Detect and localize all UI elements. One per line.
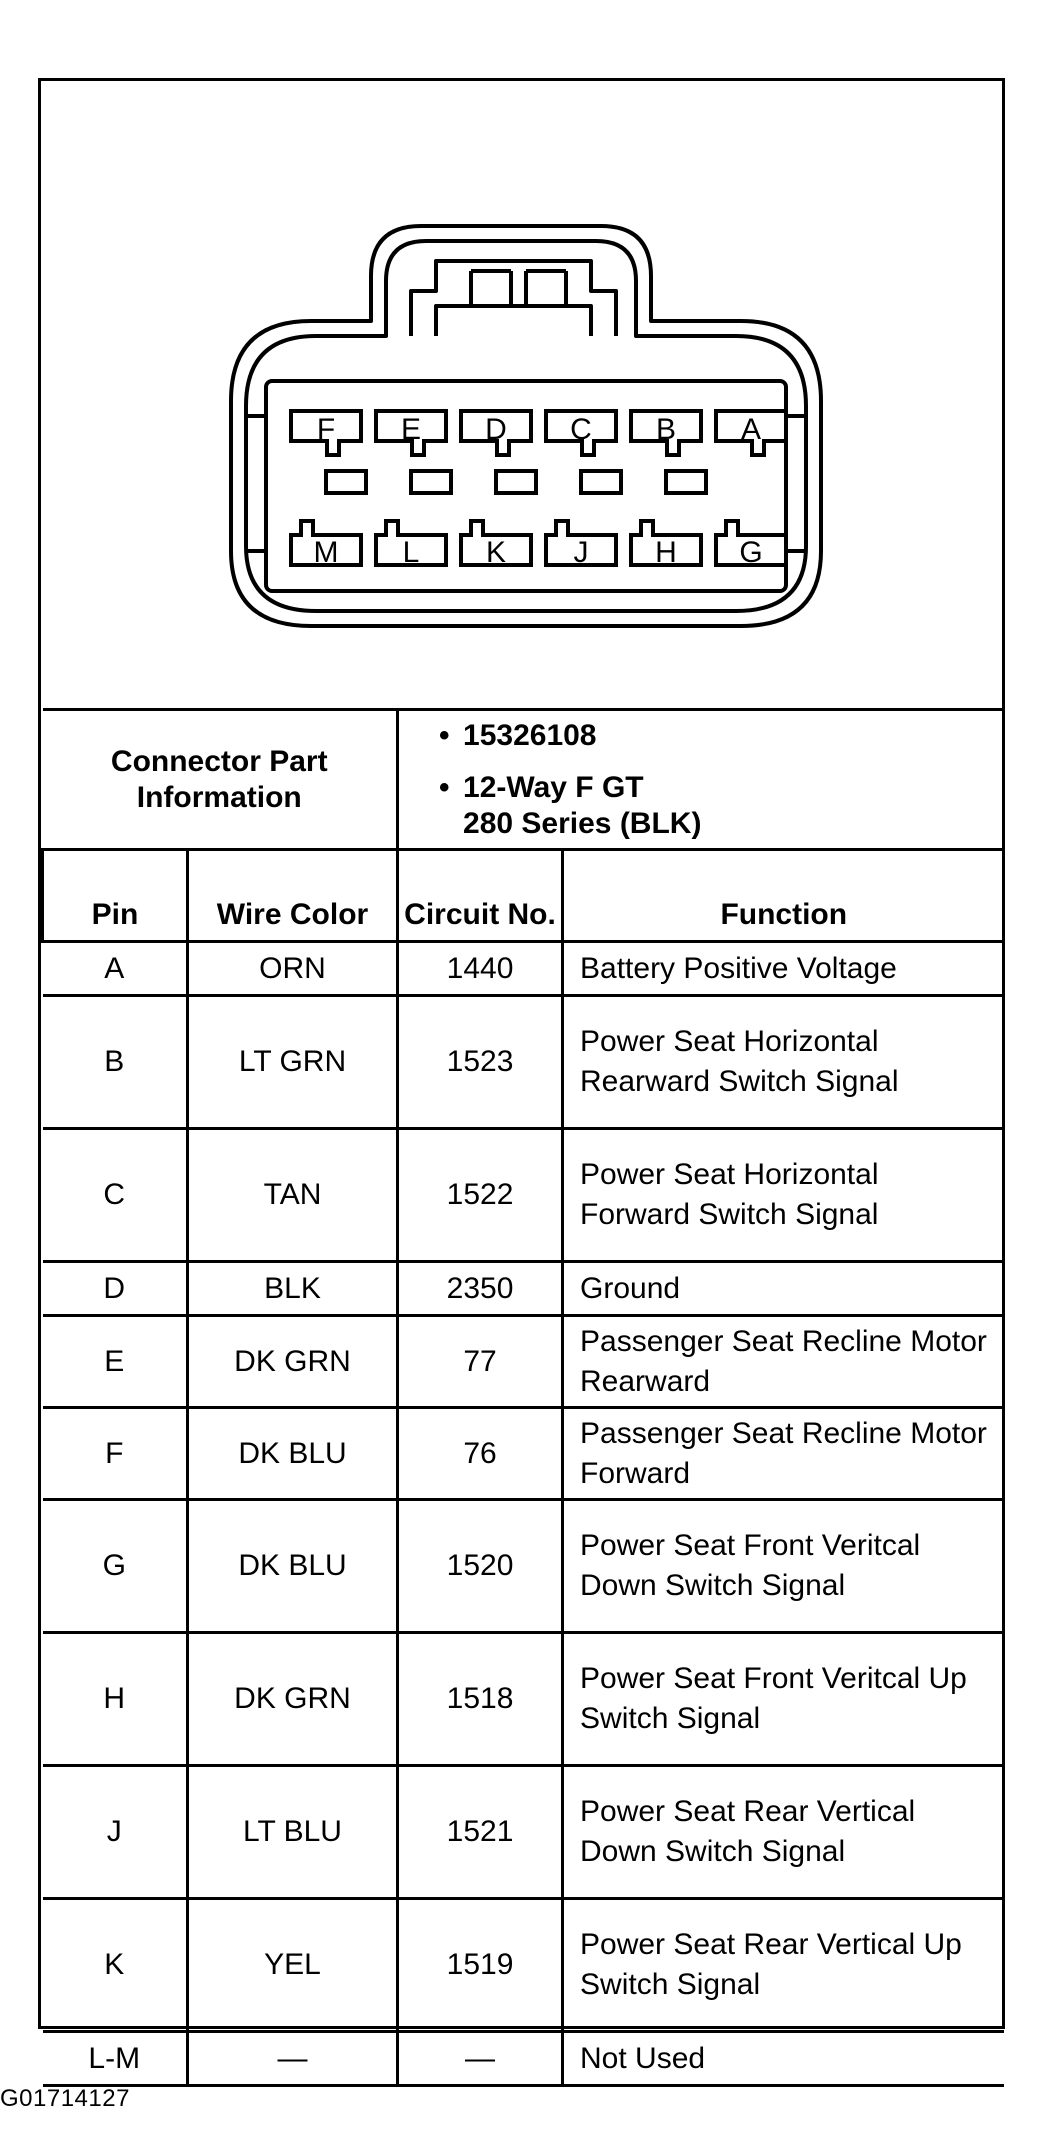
pin-cell: H [43,1633,188,1766]
connector-type: • 12-Way F GT 280 Series (BLK) [439,770,1004,842]
circuit-cell: — [398,2032,563,2086]
pin-cell: A [43,942,188,996]
pin-label-e: E [400,413,422,446]
pin-label-f: F [316,413,336,446]
function-cell: Power Seat Horizontal Rearward Switch Signal [563,996,1004,1129]
pin-cavity-f [291,411,361,455]
latch-tab-right [526,271,566,306]
function-cell: Power Seat Front Veritcal Up Switch Signal [563,1633,1004,1766]
center-slot [581,471,621,493]
wire-color-cell: BLK [188,1262,398,1316]
table-row [43,1129,1004,1262]
pin-cavity-j [546,521,616,569]
function-cell: Power Seat Rear Vertical Up Switch Signal [563,1899,1004,2032]
latch-outline [411,261,616,336]
circuit-cell: 76 [398,1408,563,1500]
pin-cell: C [43,1129,188,1262]
table-row [43,1899,1004,2032]
circuit-cell: 1440 [398,942,563,996]
header-wire-color: Wire Color [188,850,398,942]
pin-label-m: M [313,536,339,569]
pin-cell: J [43,1766,188,1899]
wire-color-cell: TAN [188,1129,398,1262]
wire-color-cell: — [188,2032,398,2086]
circuit-cell: 1519 [398,1899,563,2032]
pin-cavity-e [376,411,446,455]
table-row [43,2032,1004,2086]
latch-inner [436,306,591,336]
table-row [43,1633,1004,1766]
wire-color-cell: DK GRN [188,1633,398,1766]
pin-cavity-m [291,521,361,569]
header-pin: Pin [43,850,188,942]
function-cell: Ground [563,1262,1004,1316]
pin-cell: F [43,1408,188,1500]
table-row [43,1500,1004,1633]
pin-cell: D [43,1262,188,1316]
center-slot [666,471,706,493]
wire-color-cell: ORN [188,942,398,996]
table-row [43,996,1004,1129]
table-row [43,1766,1004,1899]
pin-cell: K [43,1899,188,2032]
header-function: Function [563,850,1004,942]
pin-label-a: A [740,413,762,446]
latch-tab-left [471,271,511,306]
wire-color-cell: DK BLU [188,1500,398,1633]
pin-cavity-g [716,521,786,569]
pin-cavity-c [546,411,616,455]
pin-cell: G [43,1500,188,1633]
header-circuit-no: Circuit No. [398,850,563,942]
pin-label-j: J [573,536,589,569]
wire-color-cell: LT BLU [188,1766,398,1899]
pin-cavity-b [631,411,701,455]
pin-label-k: K [485,536,507,569]
circuit-cell: 77 [398,1316,563,1408]
pin-label-h: H [655,536,677,569]
pin-cavity-a [716,411,786,455]
connector-info-table [41,708,1004,2087]
pin-label-c: C [570,413,592,446]
wire-color-cell: LT GRN [188,996,398,1129]
pin-cell: B [43,996,188,1129]
connector-part-info-values [398,710,1004,850]
circuit-cell: 1520 [398,1500,563,1633]
pin-cavity-k [461,521,531,569]
pin-cavity-l [376,521,446,569]
part-number: • 15326108 [439,718,1004,754]
circuit-cell: 1518 [398,1633,563,1766]
center-slot [326,471,366,493]
wire-color-cell: DK BLU [188,1408,398,1500]
circuit-cell: 1523 [398,996,563,1129]
table-row [43,1262,1004,1316]
wire-color-cell: YEL [188,1899,398,2032]
figure-id: G01714127 [0,2085,130,2112]
circuit-cell: 2350 [398,1262,563,1316]
pin-cell: L-M [43,2032,188,2086]
center-slot [496,471,536,493]
table-row [43,1316,1004,1408]
table-row [43,1408,1004,1500]
function-cell: Not Used [563,2032,1004,2086]
function-cell: Passenger Seat Recline Motor Forward [563,1408,1004,1500]
function-cell: Battery Positive Voltage [563,942,1004,996]
circuit-cell: 1521 [398,1766,563,1899]
pin-label-g: G [739,536,763,569]
pin-cell: E [43,1316,188,1408]
pin-cavity-d [461,411,531,455]
connector-face-diagram [41,81,1002,708]
table-row [43,942,1004,996]
function-cell: Power Seat Rear Vertical Down Switch Signal [563,1766,1004,1899]
circuit-cell: 1522 [398,1129,563,1262]
function-cell: Power Seat Horizontal Forward Switch Signal [563,1129,1004,1262]
pin-label-b: B [655,413,677,446]
center-slot [411,471,451,493]
pin-label-l: L [402,536,420,569]
function-cell: Power Seat Front Veritcal Down Switch Signal [563,1500,1004,1633]
connector-part-info-label: Connector Part Information [43,710,398,850]
pin-label-d: D [485,413,507,446]
pin-cavity-h [631,521,701,569]
function-cell: Passenger Seat Recline Motor Rearward [563,1316,1004,1408]
connector-sheet [38,78,1005,2075]
wire-color-cell: DK GRN [188,1316,398,1408]
